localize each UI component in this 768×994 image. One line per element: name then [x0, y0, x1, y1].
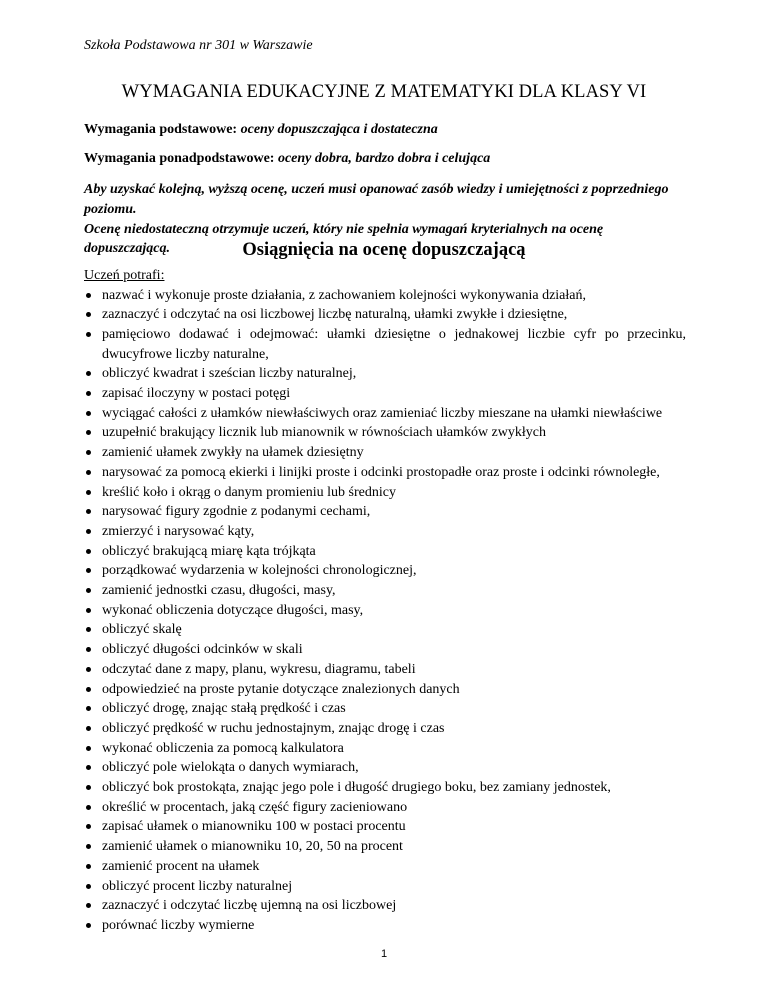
skill-item: obliczyć bok prostokąta, znając jego pole i długość drugiego boku, bez zamiany jednostek, [84, 778, 686, 798]
skill-item: zapisać iloczyny w postaci potęgi [84, 384, 686, 404]
skill-item: obliczyć skalę [84, 620, 686, 640]
skill-item: obliczyć długości odcinków w skali [84, 640, 686, 660]
section-title: Osiągnięcia na ocenę dopuszczającą [242, 240, 526, 260]
basic-requirements-label: Wymagania podstawowe: [84, 122, 238, 137]
skill-item: zmierzyć i narysować kąty, [84, 522, 686, 542]
document-title: WYMAGANIA EDUKACYJNE Z MATEMATYKI DLA KLASY VI [121, 82, 647, 102]
skill-item: obliczyć drogę, znając stałą prędkość i czas [84, 699, 686, 719]
skill-item: nazwać i wykonuje proste działania, z zachowaniem kolejności wykonywania działań, [84, 286, 686, 306]
skill-item: odpowiedzieć na proste pytanie dotyczące znalezionych danych [84, 680, 686, 700]
skills-list [84, 286, 686, 936]
skill-item: porównać liczby wymierne [84, 916, 686, 936]
skill-item: narysować figury zgodnie z podanymi cechami, [84, 502, 686, 522]
skill-item: obliczyć kwadrat i sześcian liczby naturalnej, [84, 364, 686, 384]
skill-item: wyciągać całości z ułamków niewłaściwych oraz zamieniać liczby mieszane na ułamki niewłaściwe [84, 404, 686, 424]
skill-item: zaznaczyć i odczytać liczbę ujemną na osi liczbowej [84, 896, 686, 916]
skill-item: porządkować wydarzenia w kolejności chronologicznej, [84, 561, 686, 581]
skill-item: zamienić jednostki czasu, długości, masy, [84, 581, 686, 601]
skill-item: narysować za pomocą ekierki i linijki proste i odcinki prostopadłe oraz proste i odcinki równoległe, [84, 463, 686, 483]
advanced-requirements [84, 151, 490, 167]
basic-requirements-grades: oceny dopuszczająca i dostateczna [240, 122, 438, 137]
advanced-requirements-grades: oceny dobra, bardzo dobra i celująca [277, 151, 491, 166]
advanced-requirements-label: Wymagania ponadpodstawowe: [84, 151, 275, 166]
basic-requirements [84, 122, 438, 138]
skill-item: zamienić ułamek o mianowniku 10, 20, 50 na procent [84, 837, 686, 857]
page-number: 1 [380, 948, 388, 960]
grading-note-line-1: Aby uzyskać kolejną, wyższą ocenę, uczeń musi opanować zasób wiedzy i umiejętności z poprzedniego poziomu. [84, 182, 669, 217]
skill-item: kreślić koło i okrąg o danym promieniu lub średnicy [84, 483, 686, 503]
skill-item: wykonać obliczenia dotyczące długości, masy, [84, 601, 686, 621]
skill-item: obliczyć procent liczby naturalnej [84, 877, 686, 897]
skill-item: odczytać dane z mapy, planu, wykresu, diagramu, tabeli [84, 660, 686, 680]
skill-item: obliczyć prędkość w ruchu jednostajnym, znając drogę i czas [84, 719, 686, 739]
skill-item: określić w procentach, jaką część figury zacieniowano [84, 798, 686, 818]
skill-item: zamienić procent na ułamek [84, 857, 686, 877]
skill-item: zamienić ułamek zwykły na ułamek dziesiętny [84, 443, 686, 463]
grading-note-line-2: Ocenę niedostateczną otrzymuje uczeń, który nie spełnia wymagań kryterialnych na ocenę dopuszczającą. [84, 221, 604, 257]
skill-item: uzupełnić brakujący licznik lub mianownik w równościach ułamków zwykłych [84, 423, 686, 443]
skill-item: wykonać obliczenia za pomocą kalkulatora [84, 739, 686, 759]
section-intro: Uczeń potrafi: [84, 268, 165, 283]
skill-item: obliczyć brakującą miarę kąta trójkąta [84, 542, 686, 562]
school-header: Szkoła Podstawowa nr 301 w Warszawie [84, 38, 313, 53]
skill-item: zapisać ułamek o mianowniku 100 w postaci procentu [84, 817, 686, 837]
skill-item: pamięciowo dodawać i odejmować: ułamki dziesiętne o jednakowej liczbie cyfr po przecinku, dwucyfrowe liczby naturalne, [84, 325, 686, 364]
skill-item: obliczyć pole wielokąta o danych wymiarach, [84, 758, 686, 778]
skill-item: zaznaczyć i odczytać na osi liczbowej liczbę naturalną, ułamki zwykłe i dziesiętne, [84, 305, 686, 325]
